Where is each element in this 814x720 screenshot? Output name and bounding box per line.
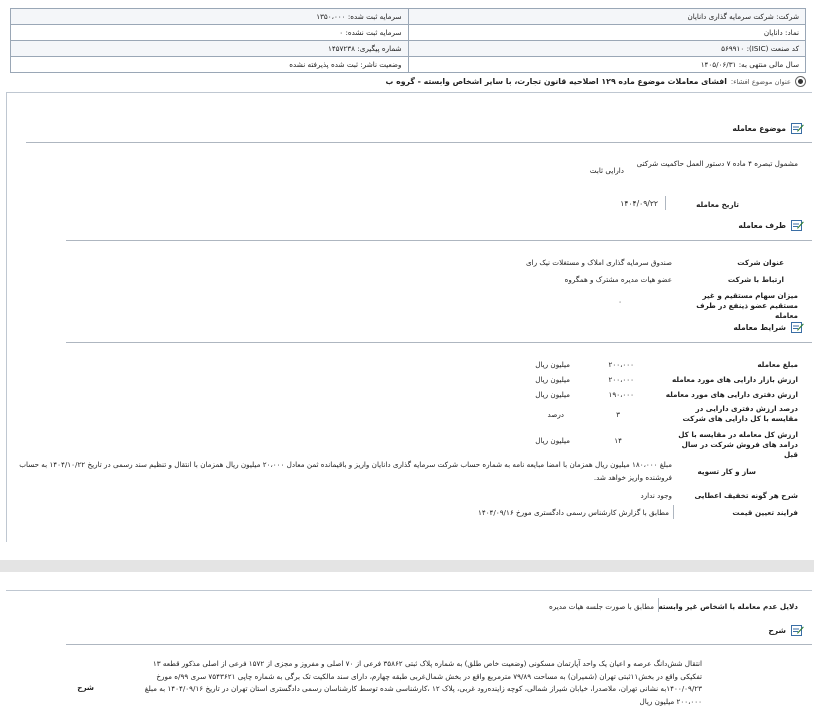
deal-date-label: تاریخ معامله [696,200,739,209]
fiscal-year-label: سال مالی منتهی به: [738,60,799,69]
edit-note-icon [791,321,804,333]
divider [673,505,674,519]
condition-label: ارزش کل معامله در مقایسه با کل درامد های فروش شرکت در سال قبل [678,430,798,459]
fiscal-year-value: ۱۴۰۵/۰۶/۳۱ [700,60,737,69]
deal-type-value: دارایی ثابت [589,166,624,175]
registered-capital-cell [11,9,409,25]
disclosure-subject [386,76,806,87]
company-info-table [10,8,806,73]
relation-value: عضو هیات مدیره مشترک و همگروه [564,275,672,284]
condition-label: مبلغ معامله [757,360,798,369]
isic-value: ۵۶۹۹۱۰ [721,44,745,53]
divider [658,598,659,612]
section-conditions [733,321,804,333]
condition-label: درصد ارزش دفتری دارایی در مقایسه با کل دارایی های شرکت [682,404,798,423]
section-title: موضوع معامله [732,123,786,133]
divider [66,342,812,343]
reason-label: دلایل عدم معامله با اشخاص غیر وابسته [658,602,798,611]
condition-value: ۲۰۰،۰۰۰ [608,360,634,369]
discount-label: شرح هر گونه تخفیف اعطایی [694,491,798,500]
description-line: انتقال شش‌دانگ عرصه و اعیان یک واحد آپارتمان مسکونی (وضعیت خاص طلق) به شماره پلاک ثبتی ۳۵۸۶۲ فرعی از ۷۰ اصلی و مفروز و مجزی از ۱۵۷۲ فرعی از اصلی مذکور قطعه ۱۳ [152,659,702,668]
section-counterparty [738,219,804,231]
company-value: شرکت سرمایه گذاری دانایان [687,12,774,21]
description-line: تفکیکی واقع در بخش۱۱ثبتی تهران (شمیران) به مساحت ۷۹/۸۹ مترمربع واقع در بخش شمال‌غربی طبقه چهارم، دارای سند مالکیت تک برگی به شماره چاپی ۷۵۴۳۶۲۱ سری ۹۹/ه مورخ [156,671,702,681]
info-row [11,57,806,73]
symbol-value: دانایان [763,28,783,37]
tracking-label: شماره پیگیری: [357,44,402,53]
reason-value: مطابق با صورت جلسه هیات مدیره [549,602,654,611]
description-label: شرح [77,683,94,692]
divider [66,644,812,645]
tracking-cell [11,41,409,57]
registered-capital-label: سرمایه ثبت شده: [347,12,402,21]
edit-note-icon [791,624,804,636]
condition-value: ۱۹۰،۰۰۰ [608,390,634,399]
condition-unit: درصد [547,410,564,419]
share-label: میزان سهام مستقیم و غیر مستقیم عضو ذینفع در طرف معامله [696,291,798,320]
condition-label: ارزش دفتری دارایی های مورد معامله [665,390,798,399]
unregistered-capital-cell [11,25,409,41]
condition-label: ارزش بازار دارایی های مورد معامله [671,375,798,384]
condition-unit: میلیون ریال [535,360,570,369]
divider [665,196,666,210]
unregistered-capital-value: ۰ [339,28,344,37]
tracking-value: ۱۴۵۷۲۳۸ [327,44,355,53]
description-line: ۲۰۰،۰۰۰ میلیون ریال [639,696,702,706]
deal-date-value: ۱۴۰۴/۰۹/۲۲ [620,199,658,208]
deal-type-label: مشمول تبصره ۴ ماده ۷ دستور العمل حاکمیت شرکتی [636,159,798,168]
relation-label: ارتباط با شرکت [727,275,784,284]
section-title: شرح [768,625,786,635]
info-row [11,9,806,25]
unregistered-capital-label: سرمایه ثبت نشده: [345,28,402,37]
condition-value: ۲۰۰،۰۰۰ [608,375,634,384]
condition-value: ۳ [616,410,620,419]
section-title: طرف معامله [738,220,786,230]
condition-unit: میلیون ریال [535,375,570,384]
isic-cell [408,41,806,57]
fiscal-year-cell [408,57,806,73]
symbol-label: نماد: [785,28,799,37]
company-title-label: عنوان شرکت [737,258,784,267]
page-break [0,560,814,572]
condition-value: ۱۴ [614,436,622,445]
pricing-label: فرایند تعیین قیمت [732,508,798,517]
isic-label: کد صنعت (ISIC): [746,44,799,53]
publisher-status-value: ثبت شده پذیرفته نشده [289,60,359,69]
section-deal-subject [732,122,804,134]
description-body [42,658,702,708]
info-row [11,41,806,57]
company-title-value: صندوق سرمایه گذاری املاک و مستغلات نیک رای [526,258,672,267]
section-title: شرایط معامله [733,322,786,332]
description-line: ۱۴۰۰/۰۹/۲۳به نشانی تهران، ملاصدرا، خیابان شیراز شمالی، کوچه زاینده‌رود غربی، پلاک ۱۲ ،کارشناسی شده توسط کارشناسان رسمی دادگستری استان تهران در تاریخ ۱۴۰۴/۰۹/۱۶ به مبلغ [144,684,702,693]
publisher-status-label: وضعیت ناشر: [360,60,402,69]
section-description [768,624,804,636]
company-name-cell [408,9,806,25]
radio-selected-icon[interactable] [795,76,806,87]
condition-unit: میلیون ریال [535,436,570,445]
symbol-cell [408,25,806,41]
settlement-label: ساز و کار تسویه [697,467,756,476]
subject-key: عنوان موضوع افشاء: [730,77,791,86]
company-label: شرکت: [776,12,799,21]
publisher-status-cell [11,57,409,73]
subject-value: افشای معاملات موضوع ماده ۱۲۹ اصلاحیه قانون تجارت، با سایر اشخاص وابسته - گروه ب [385,77,727,86]
divider [26,142,812,143]
condition-unit: میلیون ریال [535,390,570,399]
settlement-value: مبلغ ۱۸۰،۰۰۰ میلیون ریال همزمان با امضا مبایعه نامه به شماره حساب شرکت سرمایه گذاری دانایان واریز و باقیمانده ثمن معادل ۲۰،۰۰۰ میلیون ریال همزمان با انتقال و تنظیم سند رسمی در تاریخ ۱۴۰۴/۱۰/۲۲ به حساب فروشنده واریز خواهد شد. [19,460,672,482]
edit-note-icon [791,122,804,134]
edit-note-icon [791,219,804,231]
registered-capital-value: ۱۳۵۰،۰۰۰ [316,12,346,21]
share-value: ۰ [618,297,622,306]
info-row [11,25,806,41]
discount-value: وجود ندارد [640,491,672,500]
pricing-value: مطابق با گزارش کارشناس رسمی دادگستری مورخ ۱۴۰۴/۰۹/۱۶ [477,508,669,517]
divider [66,240,812,241]
